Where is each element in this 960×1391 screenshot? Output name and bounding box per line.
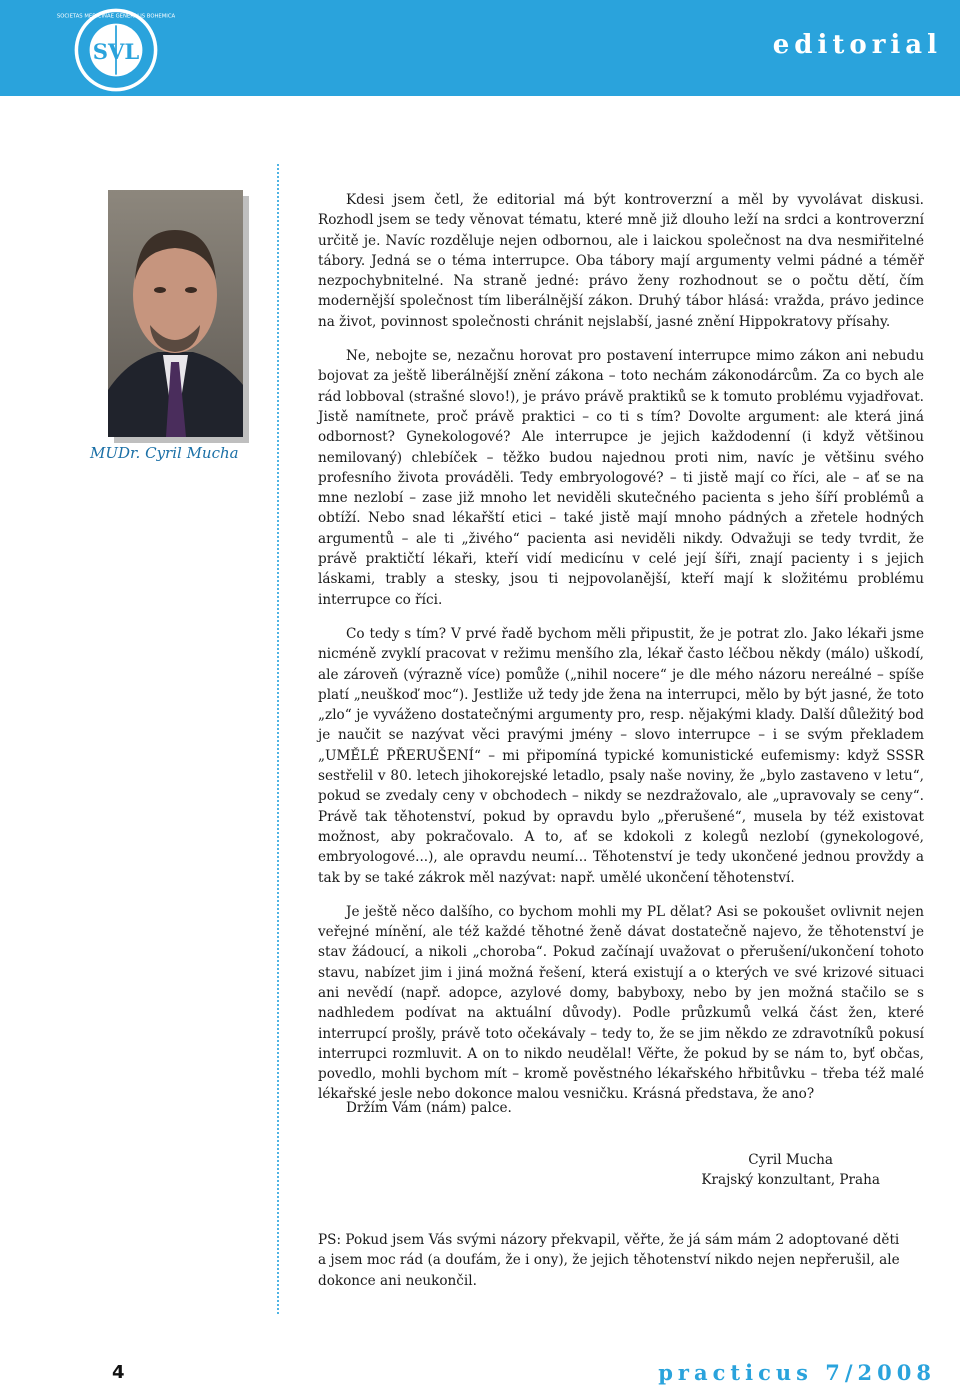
article-paragraph: Ne, nebojte se, nezačnu horovat pro postavení interrupce mimo zákon ani nebudu bojovat za ještě liberálnější znění zákona – toto nechám zákonodárcům. Za co bych ale rád lobboval (strašné slovo!), je právo právě praktiků se k tomuto problému vyjadřovat. Jistě namítnete, proč právě praktici – co ti s tím? Dovolte argument: ale která jiná odbornost? Gynekologové? Ale interrupce je jejich každodenní (i když většinou nemilovaný) chlebíček – těžko budou najednou proti nim, navíc je většinu svého profesního života prováděli. Tedy embryologové? – ti jistě mají co říci, ale – ať se na mne nezlobí – zase již mnoho let neviděli skutečného pacienta s jeho šíří problémů a obtíží. Nebo snad lékařští etici – také jistě mají mnoho pádných a zřetele hodných argumentů – ale ti „živého“ pacienta asi neviděli nikdy. Odvažuji se tedy tvrdit, že právě praktičtí lékaři, kteří vidí medicínu v celé její šíři, znají pacienty i s jejich láskami, trably a stesky, jsou ti nejpovolanější, kteří mají k složitému problému interrupce co říci. xyxy=(318,348,924,608)
publication-title: practicus 7/2008 xyxy=(658,1360,936,1385)
postscript: PS: Pokud jsem Vás svými názory překvapil, věřte, že já sám mám 2 adoptované děti a jsem moc rád (a doufám, že i ony), že jejich těhotenství nikdo nejen nepřerušil, ale dokonce ani neukončil. xyxy=(318,1232,900,1289)
author-caption: MUDr. Cyril Mucha xyxy=(90,444,239,462)
photo-shadow-bottom xyxy=(114,437,249,443)
article-paragraph: Co tedy s tím? V prvé řadě bychom měli připustit, že je potrat zlo. Jako lékaři jsme nicméně zvyklí pracovat v režimu menšího zla, lékař často léčbou někdy (málo) uškodí, ale zároveň (výrazně více) pomůže („nihil nocere“ je dle mého názoru nereálné – spíše platí „neuškoď moc“). Jestliže už tedy jde žena na interrupci, mělo by být jasné, že toto „zlo“ je vyváženo dostatečnými argumenty pro, resp. nějakými klady. Další důležitý bod je naučit se nazývat věci pravými jmény – slovo interrupce – i se svým překladem „UMĚLÉ PŘERUŠENÍ“ – mi připomíná typické komunistické eufemismy: když SSSR sestřelil v 80. letech jihokorejské letadlo, psaly naše noviny, že „bylo zastaveno v letu“, pokud se zvedaly ceny v obchodech – nikdy se nezdražovalo, ale „upravovaly se ceny“. Právě tak těhotenství, pokud by opravdu bylo „přerušené“, musela by též existovat možnost, aby pokračovalo. A to, ať se kdokoli z kolegů nezlobí (gynekologové, embryologové...), ale opravdu neumí... Těhotenství je tedy ukončené jednou provždy a tak by se také zákrok měl nazývat: např. umělé ukončení těhotenství. xyxy=(318,625,924,886)
signature-name: Cyril Mucha xyxy=(748,1152,834,1168)
signature-role: Krajský konzultant, Praha xyxy=(701,1172,880,1189)
signature xyxy=(701,1150,880,1191)
author-photo xyxy=(108,190,243,437)
column-divider xyxy=(277,164,279,1314)
section-title: editorial xyxy=(772,30,942,60)
society-logo-icon xyxy=(56,6,176,94)
article-paragraph: Je ještě něco dalšího, co bychom mohli my PL dělat? Asi se pokoušet ovlivnit nejen veřejné mínění, ale též každé těhotné ženě dávat dostatečně najevo, že těhotenství je stav žádoucí, a nikoli „choroba“. Pokud začínají uvažovat o přerušení/ukončení tohoto stavu, nabízet jim i jiná možná řešení, která existují a o kterých ve své krizové situaci ani nevědí (např. adopce, azylové domy, babyboxy, nebo by jen možná stačilo se s nadhledem podívat na aktuální důvody). Podle průzkumů velká část žen, které interrupcí prošly, právě toto očekávaly – tedy to, že se jim někdo ze zdravotníků pokusí interrupci rozmluvit. A on to nikdo neudělal! Věřte, že pokud by se nám to, byť občas, povedlo, mohli bychom mít – kromě pověstného lékařského hřbitůvku – třeba též malé lékařské jesle nebo dokonce malou vesničku. Krásná představa, že ano? xyxy=(318,903,924,1103)
photo-shadow xyxy=(243,196,249,443)
closing-line: Držím Vám (nám) palce. xyxy=(346,1100,512,1116)
article-paragraph: Kdesi jsem četl, že editorial má být kontroverzní a měl by vyvolávat diskusi. Rozhodl jsem se tedy věnovat tématu, které mně již dlouho leží na srdci a kontroverzní určitě je. Navíc rozděluje nejen odbornou, ale i laickou společnost na dva nesmiřitelné tábory. Jedná se o téma interrupce. Oba tábory mají argumenty velmi pádné a téměř nezpochybnitelné. Na straně jedné: právo ženy rozhodnout se o počtu dětí, čím modernější společnost tím liberálnější zákon. Druhý tábor hlásá: vražda, právo jedince na život, povinnost společnosti chránit nejslabší, jasné znění Hippokratovy přísahy. xyxy=(318,192,924,330)
article-body xyxy=(318,190,924,1105)
logo-ring-text: SOCIETAS MEDICINAE GENERALIS BOHEMICA xyxy=(56,13,176,20)
page-number: 4 xyxy=(112,1362,125,1383)
logo-letters: SVL xyxy=(92,38,140,64)
